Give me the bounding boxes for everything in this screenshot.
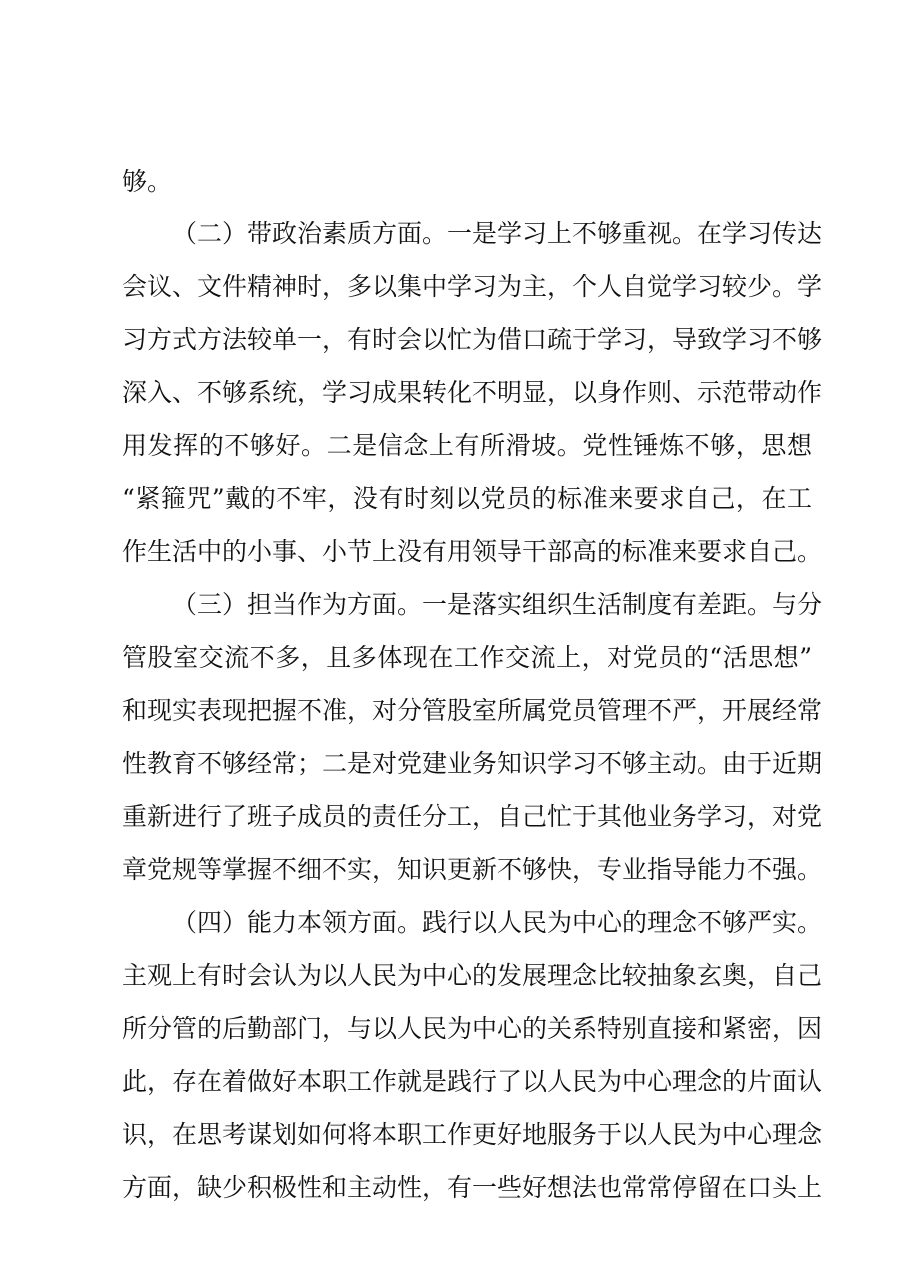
text-line: 重新进行了班子成员的责任分工，自己忙于其他业务学习，对党: [122, 802, 823, 831]
text-line: 所分管的后勤部门，与以人民为中心的关系特别直接和紧密，因: [122, 1014, 823, 1043]
text-line: 作生活中的小事、小节上没有用领导干部高的标准来要求自己。: [122, 537, 823, 566]
text-line: “紧箍咒”戴的不牢，没有时刻以党员的标准来要求自己，在工: [122, 484, 812, 513]
text-line: 此，存在着做好本职工作就是践行了以人民为中心理念的片面认: [122, 1067, 823, 1096]
text-line: 性教育不够经常；二是对党建业务知识学习不够主动。由于近期: [122, 749, 823, 778]
text-line: 习方式方法较单一，有时会以忙为借口疏于学习，导致学习不够: [122, 325, 823, 354]
section-heading-line: （三）担当作为方面。一是落实组织生活制度有差距。与分: [172, 590, 823, 619]
section-heading-line: （四）能力本领方面。践行以人民为中心的理念不够严实。: [172, 908, 823, 937]
text-line: 方面，缺少积极性和主动性，有一些好想法也常常停留在口头上: [122, 1173, 823, 1202]
text-line: 主观上有时会认为以人民为中心的发展理念比较抽象玄奥，自己: [122, 961, 823, 990]
text-line: 用发挥的不够好。二是信念上有所滑坡。党性锤炼不够，思想: [122, 431, 812, 460]
section-heading-line: （二）带政治素质方面。一是学习上不够重视。在学习传达: [172, 219, 823, 248]
text-line: 会议、文件精神时，多以集中学习为主，个人自觉学习较少。学: [122, 272, 823, 301]
text-line: 管股室交流不多，且多体现在工作交流上，对党员的“活思想”: [122, 643, 812, 672]
text-line: 深入、不够系统，学习成果转化不明显，以身作则、示范带动作: [122, 378, 823, 407]
text-line: 识，在思考谋划如何将本职工作更好地服务于以人民为中心理念: [122, 1120, 823, 1149]
text-line: 够。: [122, 167, 173, 196]
text-line: 和现实表现把握不准，对分管股室所属党员管理不严，开展经常: [122, 696, 823, 725]
text-line: 章党规等掌握不细不实，知识更新不够快，专业指导能力不强。: [122, 855, 823, 884]
